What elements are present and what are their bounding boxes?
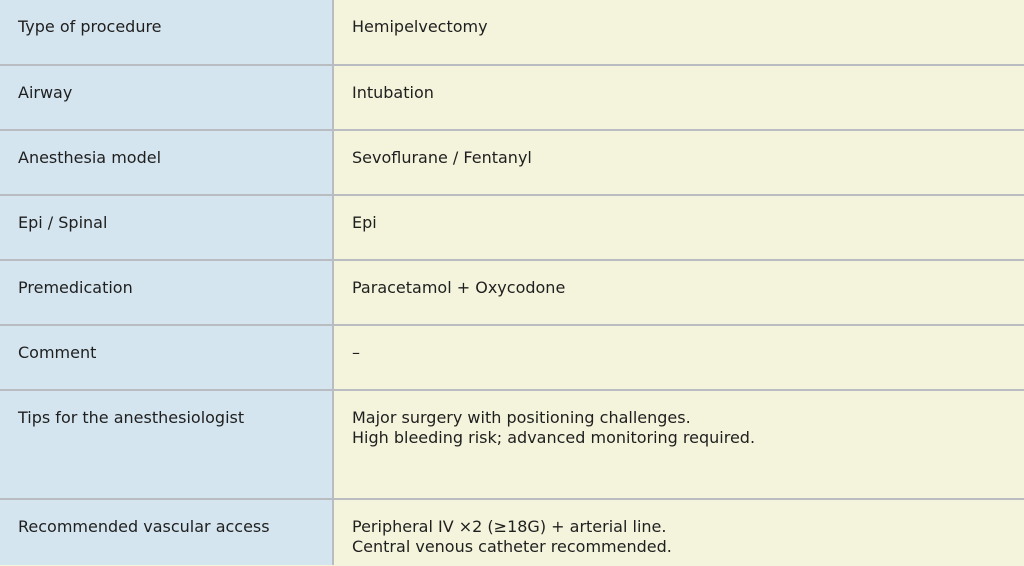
table-row [0,0,1024,65]
row-value-vascular-access [333,499,1024,565]
row-value-comment [333,325,1024,390]
table-row [0,325,1024,390]
row-label-airway: Airway [0,65,333,130]
value-line: High bleeding risk; advanced monitoring required. [352,428,756,447]
row-label-comment: Comment [0,325,333,390]
table-row [0,260,1024,325]
row-label-vascular-access: Recommended vascular access [0,499,333,565]
value-line: Central venous catheter recommended. [352,537,672,556]
table-row [0,499,1024,565]
row-value-premedication [333,260,1024,325]
row-label-tips: Tips for the anesthesiologist [0,390,333,499]
row-label-epi-spinal: Epi / Spinal [0,195,333,260]
row-value-anesthesia-model [333,130,1024,195]
value-line: Intubation [352,83,434,102]
value-line: Hemipelvectomy [352,17,488,36]
row-value-type-of-procedure [333,0,1024,65]
value-line: Epi [352,213,377,232]
table-row [0,390,1024,499]
value-line: Paracetamol + Oxycodone [352,278,566,297]
value-line: Peripheral IV ×2 (≥18G) + arterial line. [352,517,667,536]
row-value-airway [333,65,1024,130]
row-label-premedication: Premedication [0,260,333,325]
row-value-tips [333,390,1024,499]
table-row [0,130,1024,195]
table-row [0,195,1024,260]
value-line: Major surgery with positioning challenges. [352,408,691,427]
row-label-type-of-procedure: Type of procedure [0,0,333,65]
row-value-epi-spinal [333,195,1024,260]
value-line: – [352,343,360,362]
table-row [0,65,1024,130]
row-label-anesthesia-model: Anesthesia model [0,130,333,195]
value-line: Sevoflurane / Fentanyl [352,148,532,167]
